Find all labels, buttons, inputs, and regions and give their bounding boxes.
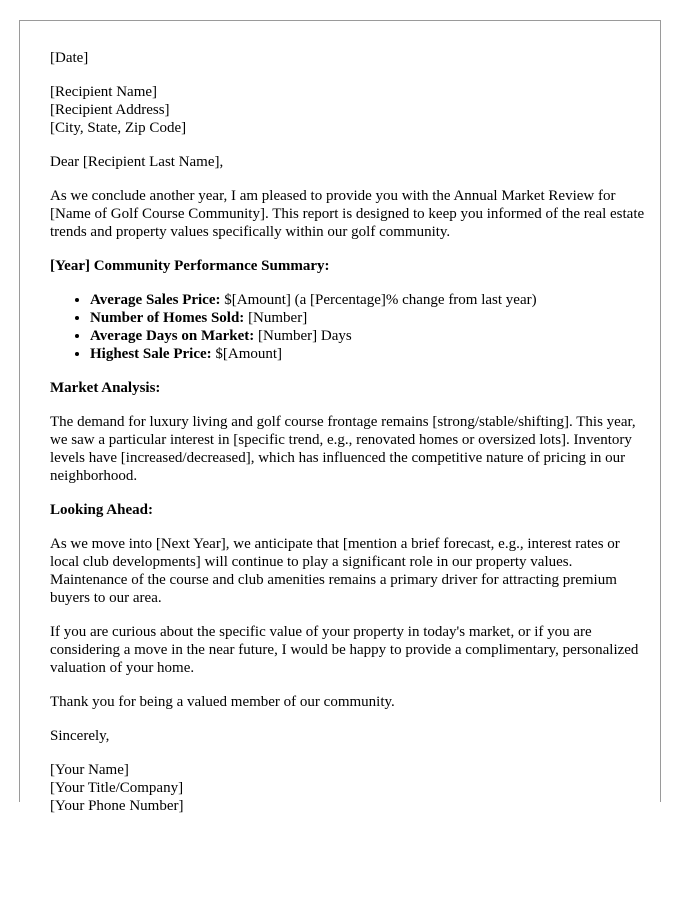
offer-paragraph: If you are curious about the specific value of your property in today's market, or if you are considering a move in the near future, I would be happy to provide a complimentary, personalized valuation of your home. bbox=[50, 624, 639, 676]
salutation: Dear [Recipient Last Name], bbox=[50, 154, 224, 170]
summary-item-value: $[Amount] (a [Percentage]% change from last year) bbox=[220, 292, 537, 308]
summary-item-value: [Number] bbox=[244, 310, 308, 326]
recipient-name: [Recipient Name] bbox=[50, 84, 158, 100]
summary-item-label: Number of Homes Sold: bbox=[90, 310, 245, 326]
recipient-block bbox=[50, 83, 646, 137]
summary-item-homes-sold bbox=[90, 309, 646, 327]
closing: Sincerely, bbox=[50, 728, 110, 744]
summary-item-average-sales-price bbox=[90, 291, 646, 309]
signature-block bbox=[50, 761, 646, 815]
summary-item-label: Average Days on Market: bbox=[90, 328, 255, 344]
summary-item-value: [Number] Days bbox=[254, 328, 352, 344]
analysis-heading: Market Analysis: bbox=[50, 380, 161, 396]
recipient-address: [Recipient Address] bbox=[50, 102, 170, 118]
intro-paragraph: As we conclude another year, I am pleased to provide you with the Annual Market Review for [Name of Golf Course Community]. This report is designed to keep you informed of the real estate trends and property values specifically within our golf community. bbox=[50, 188, 645, 240]
summary-list bbox=[50, 291, 646, 363]
summary-item-label: Highest Sale Price: bbox=[90, 346, 212, 362]
thanks-paragraph: Thank you for being a valued member of our community. bbox=[50, 694, 395, 710]
signature-name: [Your Name] bbox=[50, 762, 129, 778]
signature-phone: [Your Phone Number] bbox=[50, 798, 184, 814]
letter-body bbox=[50, 49, 646, 831]
recipient-city-state-zip: [City, State, Zip Code] bbox=[50, 120, 187, 136]
summary-item-value: $[Amount] bbox=[211, 346, 283, 362]
signature-title: [Your Title/Company] bbox=[50, 780, 184, 796]
summary-item-label: Average Sales Price: bbox=[90, 292, 221, 308]
letter-page bbox=[19, 20, 661, 814]
letter-date: [Date] bbox=[50, 50, 89, 66]
summary-item-days-on-market bbox=[90, 327, 646, 345]
summary-item-highest-sale-price bbox=[90, 345, 646, 363]
analysis-paragraph: The demand for luxury living and golf course frontage remains [strong/stable/shifting]. This year, we saw a particular interest in [specific trend, e.g., renovated homes or oversized lots]. Inventory levels have [increased/decreased], which has influenced the competitive nature of pricing in our neighborhood. bbox=[50, 414, 636, 484]
summary-heading: [Year] Community Performance Summary: bbox=[50, 258, 330, 274]
ahead-paragraph: As we move into [Next Year], we anticipate that [mention a brief forecast, e.g., interest rates or local club developments] will continue to play a significant role in our property values. Maintenance of the course and club amenities remains a primary driver for attracting premium buyers to our area. bbox=[50, 536, 620, 606]
ahead-heading: Looking Ahead: bbox=[50, 502, 153, 518]
